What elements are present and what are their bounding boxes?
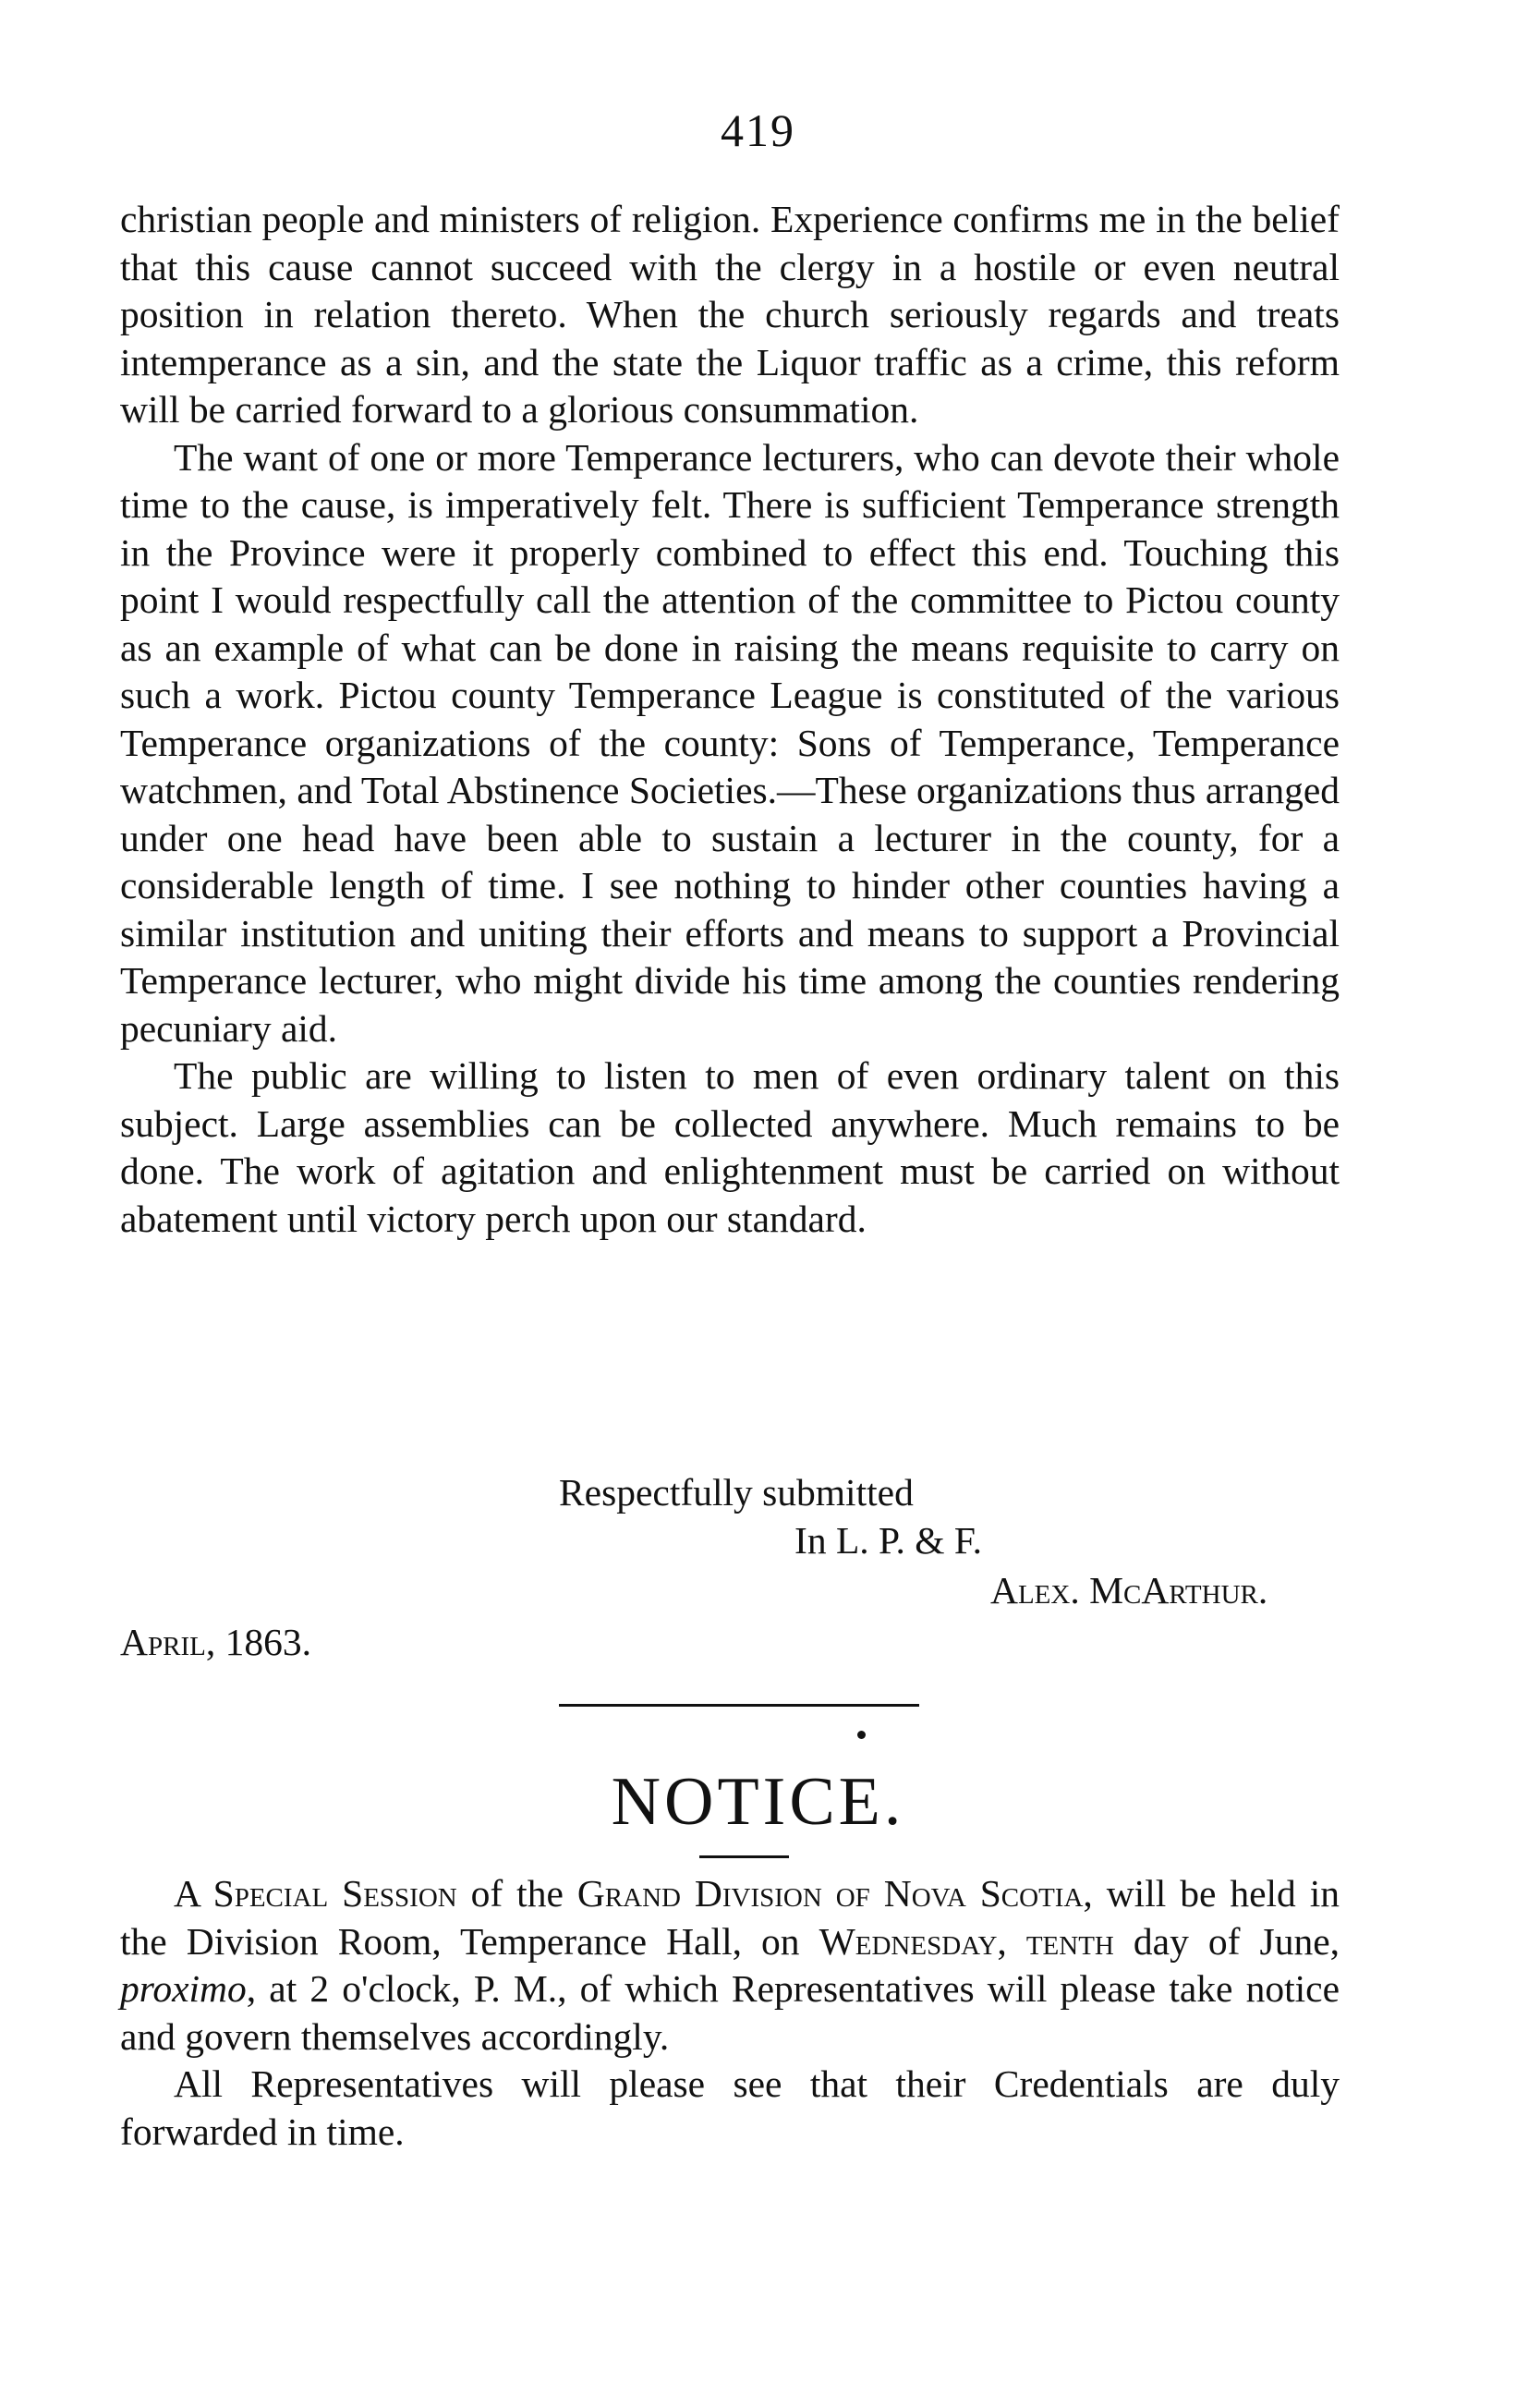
notice-underline [699, 1855, 789, 1858]
page-number: 419 [721, 104, 795, 156]
notice-special-session: A Special Session [174, 1872, 457, 1915]
paragraph-3: The public are willing to listen to men of even ordinary talent on this subject. Large assemblies can be collected anywhere. Much remains to be done. The work of agitation and enlightenment must be carried on without abatement until victory perch upon our standard. [120, 1054, 1340, 1240]
notice-heading: NOTICE. [611, 1764, 905, 1840]
paragraph-2: The want of one or more Temperance lecturers, who can devote their whole time to the cause, is imperatively felt. There is sufficient Temperance strength in the Province were it properly combined to effect this end. Touching this point I would respectfully call the attention of the committee to Pictou county as an example of what can be done in raising the means requisite to carry on such a work. Pictou county Temperance League is constituted of the various Temperance organizations of the county: Sons of Temperance, Temperance watchmen, and Total Abstinence Societies.—These organizations thus arranged under one head have been able to sustain a lecturer in the county, for a considerable length of time. I see nothing to hinder other counties having a similar institution and uniting their efforts and means to support a Provincial Temperance lecturer, who might divide his time among the counties rendering pecuniary aid. [120, 435, 1340, 1050]
section-divider [559, 1704, 919, 1707]
signature-closing: Respectfully submitted [559, 1471, 914, 1514]
signature-motto: In L. P. & F. [794, 1519, 983, 1562]
report-body [120, 196, 1340, 1243]
notice-text-held: , will be held in the Division Room, Temperance Hall, on [120, 1872, 1340, 1963]
notice-proximo: proximo [120, 1967, 247, 2010]
notice-grand-division: Grand Division of Nova Scotia [576, 1872, 1084, 1915]
notice-text-of-the: of the [456, 1872, 577, 1915]
notice-body [120, 1870, 1340, 2156]
divider-dot [857, 1731, 866, 1739]
paragraph-1: christian people and ministers of religion. Experience confirms me in the belief that this cause cannot succeed with the clergy in a hostile or even neutral position in relation thereto. When the church seriously regards and treats intemperance as a sin, and the state the Liquor traffic as a crime, this reform will be carried forward to a glorious consummation. [120, 198, 1340, 431]
report-date: April, 1863. [120, 1621, 311, 1663]
notice-paragraph-1 [120, 1870, 1340, 2061]
notice-text-day: day of June, [1113, 1919, 1340, 1963]
notice-paragraph-2: All Representatives will please see that their Credentials are duly forwarded in time. [120, 2062, 1340, 2153]
notice-text-time: , at 2 o'clock, P. M., of which Representatives will please take notice and govern themselves accordingly. [120, 1967, 1340, 2058]
signature-name: Alex. McArthur. [990, 1569, 1268, 1611]
notice-weekday: Wednesday, tenth [819, 1919, 1114, 1963]
